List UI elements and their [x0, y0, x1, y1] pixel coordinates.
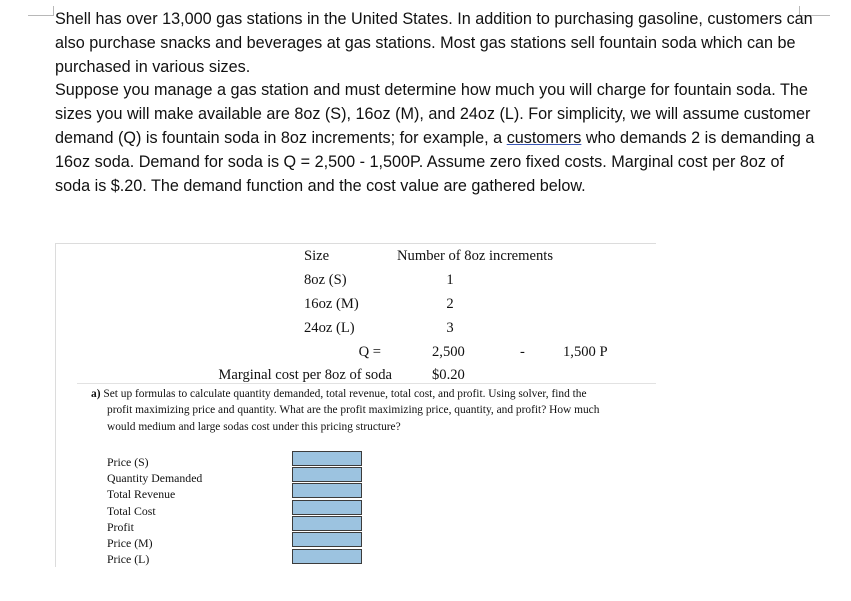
- result-label-total-revenue: Total Revenue: [107, 487, 176, 501]
- input-cell-price-large[interactable]: [292, 549, 362, 564]
- result-label-price-large: Price (L): [107, 552, 150, 566]
- demand-intercept: 2,500: [432, 344, 465, 360]
- increments-header: Number of 8oz increments: [397, 248, 554, 264]
- size-cell-small: 8oz (S): [304, 272, 347, 288]
- input-cell-total-cost[interactable]: [292, 500, 362, 515]
- underlined-word: customers: [506, 128, 582, 147]
- intro-paragraph-2: [55, 79, 815, 198]
- sheet-left-border: [55, 243, 56, 567]
- result-label-price-small: Price (S): [107, 455, 149, 469]
- increments-cell-medium: 2: [446, 296, 454, 312]
- demand-label: Q =: [358, 344, 381, 360]
- size-cell-medium: 16oz (M): [304, 296, 359, 312]
- question-line-3: would medium and large sodas cost under this pricing structure?: [107, 420, 401, 433]
- size-cell-large: 24oz (L): [304, 320, 355, 336]
- intro-text: [55, 8, 815, 198]
- demand-minus-sign: -: [520, 344, 525, 360]
- sheet-top-border: [55, 243, 656, 244]
- intro-paragraph-2-end: who demands 2 is demanding a 16oz soda. Demand for soda is Q = 2,500 - 1,500P. Assume zero fixed costs. Marginal cost per 8oz of soda is $.20. The demand function and the cost value are gathered below.: [55, 128, 815, 195]
- demand-slope: 1,500 P: [563, 344, 608, 360]
- question-marker: a): [91, 388, 101, 400]
- increments-cell-small: 1: [446, 272, 454, 288]
- input-cell-quantity-demanded[interactable]: [292, 467, 362, 482]
- page-corner-mark-left: [28, 6, 54, 16]
- result-label-profit: Profit: [107, 520, 134, 534]
- result-label-price-medium: Price (M): [107, 536, 153, 550]
- marginal-cost-value: $0.20: [432, 367, 465, 383]
- size-header: Size: [304, 248, 330, 264]
- intro-paragraph-1: Shell has over 13,000 gas stations in the United States. In addition to purchasing gasoline, customers can also purchase snacks and beverages at gas stations. Most gas stations sell fountain soda which can be purchased in various sizes.: [55, 10, 813, 76]
- input-cell-price-medium[interactable]: [292, 532, 362, 547]
- marginal-cost-label: Marginal cost per 8oz of soda: [218, 367, 392, 383]
- question-a: [91, 386, 676, 435]
- result-label-total-cost: Total Cost: [107, 504, 156, 518]
- intro-paragraph-2-start: Suppose you manage a gas station and must determine how much you will charge for fountain soda. The sizes you will make available are 8oz (S), 16oz (M), and 24oz (L). For simplicity, we will assume customer demand (Q) is fountain soda in 8oz increments; for example, a: [55, 81, 811, 147]
- input-cell-total-revenue[interactable]: [292, 483, 362, 498]
- question-line-1: Set up formulas to calculate quantity demanded, total revenue, total cost, and profit. Using solver, find the: [103, 388, 587, 400]
- question-line-2: profit maximizing price and quantity. What are the profit maximizing price, quantity, and profit? How much: [107, 404, 600, 417]
- increments-cell-large: 3: [446, 320, 454, 336]
- input-cell-price-small[interactable]: [292, 451, 362, 466]
- result-label-quantity-demanded: Quantity Demanded: [107, 471, 203, 485]
- input-cell-profit[interactable]: [292, 516, 362, 531]
